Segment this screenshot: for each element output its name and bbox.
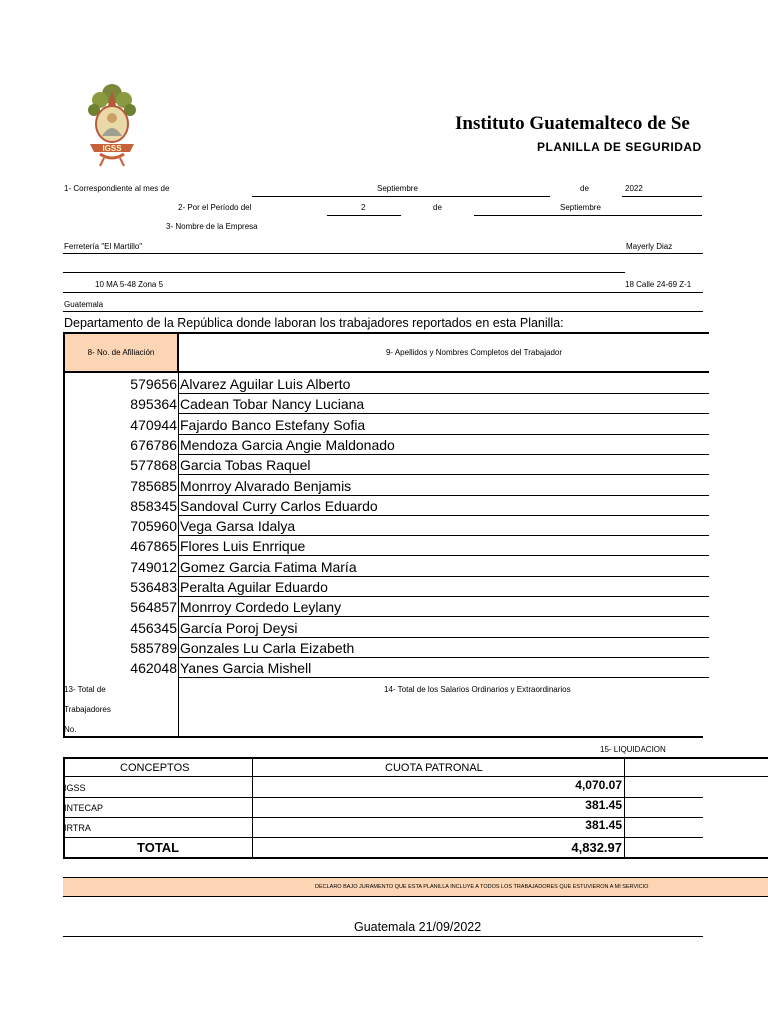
field3-label: 3- Nombre de la Empresa [166, 222, 258, 231]
table-row [63, 496, 709, 516]
affiliation-number: 705960 [130, 518, 177, 535]
company-name: Ferretería "El Martillo" [64, 242, 143, 251]
total-workers-label-3: No. [64, 725, 77, 734]
affiliation-number: 676786 [130, 436, 177, 453]
total-label: TOTAL [137, 840, 180, 855]
company-address: 10 MA 5-48 Zona 5 [95, 280, 164, 289]
worker-name: Fajardo Banco Estefany Sofia [180, 416, 366, 433]
concept-label: INTECAP [64, 803, 104, 813]
affiliation-number: 858345 [130, 497, 177, 514]
concept-amount: 381.45 [585, 798, 622, 812]
place-date: Guatemala 21/09/2022 [354, 920, 482, 934]
column-header-concepts: CONCEPTOS [120, 762, 190, 774]
concept-amount: 4,070.07 [575, 778, 622, 792]
table-row [63, 618, 709, 638]
table-row [63, 394, 709, 414]
worker-name: Gomez Garcia Fatima María [180, 558, 357, 575]
worker-name: Peralta Aguilar Eduardo [180, 579, 328, 595]
field2-month: Septiembre [560, 203, 601, 212]
field1-de: de [580, 184, 589, 193]
worker-name: Monrroy Cordedo Leylany [180, 599, 342, 616]
affiliation-number: 470944 [130, 416, 177, 433]
column-header-cuota: CUOTA PATRONAL [385, 762, 483, 774]
worker-name: Gonzales Lu Carla Eizabeth [180, 639, 355, 656]
contact-name: Mayerly Diaz [626, 242, 673, 251]
worker-name: Cadean Tobar Nancy Luciana [180, 396, 365, 413]
table-row [63, 476, 709, 496]
affiliation-number: 467865 [130, 538, 177, 555]
table-row [63, 516, 709, 536]
department-label: Departamento de la República donde laboran los trabajadores reportados en esta Planilla: [64, 316, 564, 330]
affiliation-number: 456345 [130, 619, 177, 636]
concept-label: IGSS [64, 783, 86, 793]
table-row [63, 658, 709, 678]
city: Guatemala [64, 300, 104, 309]
table-row [63, 455, 709, 475]
affiliation-number: 785685 [130, 477, 177, 494]
field1-year: 2022 [625, 184, 643, 193]
field2-label: 2- Por el Período del [178, 203, 252, 212]
column-header-names: 9- Apellidos y Nombres Completos del Trabajador [179, 332, 709, 373]
table-row [63, 415, 709, 435]
page-title: Instituto Guatemalteco de Se [455, 113, 690, 134]
worker-name: Alvarez Aguilar Luis Alberto [180, 376, 351, 392]
liquidation-title: 15- LIQUIDACION [600, 745, 666, 754]
affiliation-number: 895364 [130, 396, 177, 413]
declaration-band [63, 877, 768, 897]
table-row [63, 597, 709, 617]
affiliation-number: 564857 [130, 599, 177, 616]
total-amount: 4,832.97 [571, 840, 622, 855]
affiliation-number: 536483 [130, 579, 177, 595]
affiliation-number: 749012 [130, 558, 177, 575]
field2-de: de [433, 203, 442, 212]
column-header-affiliation: 8- No. de Afiliación [63, 332, 179, 373]
logo-text: IGSS [102, 144, 122, 153]
total-workers-label-2: Trabajadores [64, 705, 111, 714]
field2-day: 2 [361, 203, 366, 212]
table-row [63, 435, 709, 455]
worker-name: Monrroy Alvarado Benjamis [180, 477, 352, 494]
table-row [63, 536, 709, 556]
table-row [63, 638, 709, 658]
worker-name: Garcia Tobas Raquel [180, 457, 311, 474]
affiliation-number: 579656 [130, 376, 177, 392]
table-row [63, 374, 709, 394]
concept-label: IRTRA [64, 823, 91, 833]
affiliation-number: 577868 [130, 457, 177, 474]
page-subtitle: PLANILLA DE SEGURIDAD [537, 140, 702, 154]
igss-logo [80, 80, 144, 170]
total-salaries-label: 14- Total de los Salarios Ordinarios y Extraordinarios [384, 685, 571, 694]
affiliation-number: 462048 [130, 660, 177, 677]
contact-address: 18 Calle 24-69 Z-1 [625, 280, 692, 289]
worker-name: Vega Garsa Idalya [180, 518, 296, 535]
worker-name: Sandoval Curry Carlos Eduardo [180, 497, 378, 514]
worker-name: Yanes Garcia Mishell [180, 660, 312, 677]
total-workers-label-1: 13- Total de [64, 685, 106, 694]
table-row [63, 577, 709, 597]
field1-label: 1- Correspondiente al mes de [64, 184, 170, 193]
field1-month: Septiembre [377, 184, 418, 193]
concept-amount: 381.45 [585, 818, 622, 832]
affiliation-number: 585789 [130, 639, 177, 656]
worker-name: Mendoza Garcia Angie Maldonado [180, 436, 395, 453]
table-row [63, 557, 709, 577]
worker-name: García Poroj Deysi [180, 619, 298, 636]
worker-name: Flores Luis Enrrique [180, 538, 306, 555]
declaration-text: DECLARO BAJO JURAMENTO QUE ESTA PLANILLA INCLUYE A TODOS LOS TRABAJADORES QUE ESTUVIERON A MI SERVICIO [315, 884, 649, 890]
